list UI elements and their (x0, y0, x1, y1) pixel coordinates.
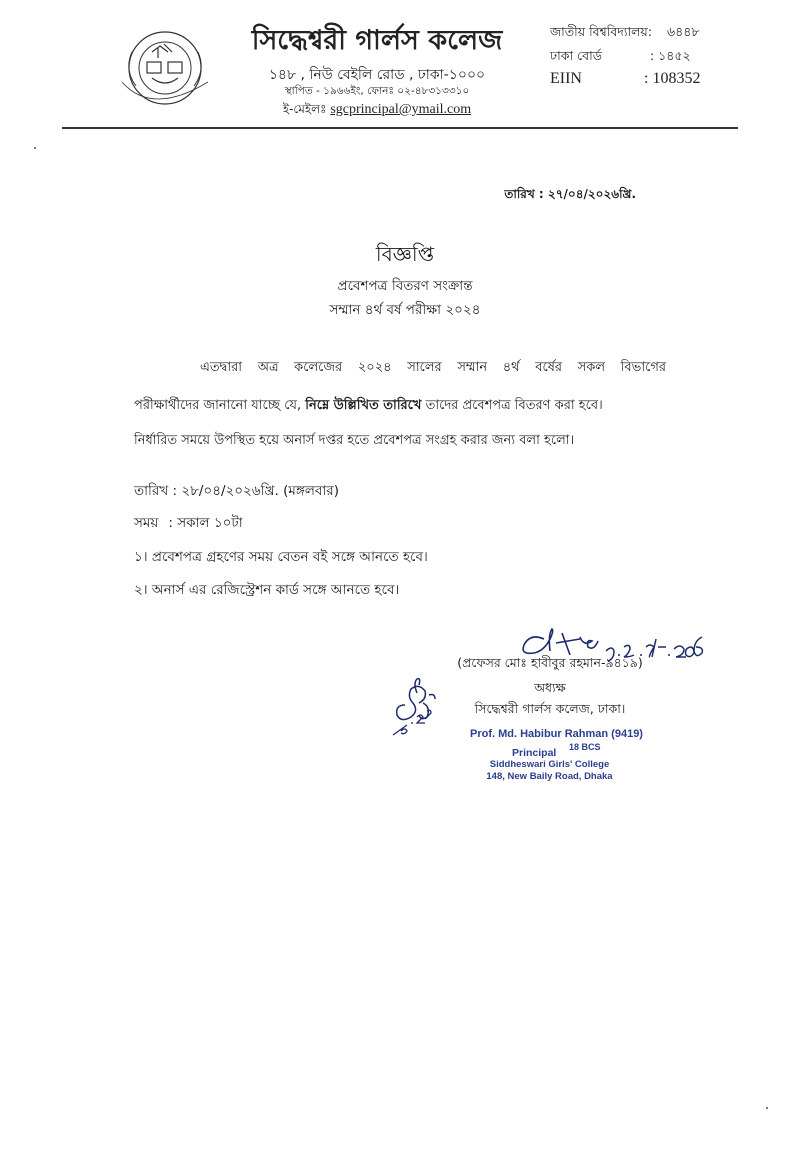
principal-designation: অধ্যক্ষ (534, 680, 566, 695)
principal-seal (462, 728, 642, 788)
code-value: ৬৪৪৮ (667, 24, 700, 39)
college-address: ১৪৮ , নিউ বেইলি রোড , ঢাকা-১০০০ (268, 67, 486, 83)
notice-title: বিজ্ঞপ্তি (375, 242, 435, 266)
code-row-university (550, 24, 700, 44)
code-label: জাতীয় বিশ্ববিদ্যালয়: (550, 24, 653, 39)
issue-date: তারিখ : ২৭/০৪/২০২৬খ্রি. (504, 187, 636, 201)
paper-speck (34, 147, 36, 149)
body-line: এতদ্বারা অত্র কলেজের ২০২৪ সালের সম্মান ৪র্থ বর্ষের সকল বিভাগের (200, 360, 666, 375)
code-label: ঢাকা বোর্ড (550, 48, 602, 63)
seal-college: Siddheswari Girls' College (489, 759, 610, 770)
code-row-board (550, 48, 691, 68)
instruction-item: ১। প্রবেশপত্র গ্রহণের সময় বেতন বই সঙ্গে আনতে হবে। (134, 549, 428, 565)
paper-speck (766, 1107, 768, 1109)
seal-bcs: 18 BCS (569, 742, 601, 752)
body-line (134, 396, 666, 417)
body-text: তাদের প্রবেশপত্র বিতরণ করা হবে। (421, 398, 603, 413)
time-label: সময় (134, 515, 159, 531)
body-text: পরীক্ষার্থীদের জানানো যাচ্ছে যে, (134, 398, 306, 413)
code-value: : ১৪৫২ (650, 48, 691, 63)
principal-college: সিদ্ধেশ্বরী গার্লস কলেজ, ঢাকা। (474, 701, 626, 716)
seal-address: 148, New Baily Road, Dhaka (486, 771, 613, 782)
email-address: sgcprincipal@ymail.com (330, 102, 472, 117)
seal-name: Prof. Md. Habibur Rahman (9419) (470, 728, 643, 740)
time-value: : সকাল ১০টা (168, 515, 243, 531)
code-value: : 108352 (644, 70, 701, 87)
body-emphasis: নিম্নে উল্লিখিত তারিখে (305, 398, 422, 413)
seal-designation: Principal (512, 747, 557, 759)
college-name: সিদ্ধেশ্বরী গার্লস কলেজ (251, 25, 503, 56)
exam-name: সম্মান ৪র্থ বর্ষ পরীক্ষা ২০২৪ (329, 302, 481, 318)
initial-signature (383, 675, 453, 740)
distribution-date: তারিখ : ২৮/০৪/২০২৬খ্রি. (মঙ্গলবার) (134, 483, 339, 499)
notice-subtitle: প্রবেশপত্র বিতরণ সংক্রান্ত (337, 278, 473, 294)
body-line: নির্ধারিত সময়ে উপস্থিত হয়ে অনার্স দপ্তর হতে প্রবেশপত্র সংগ্রহ করার জন্য বলা হলো। (134, 433, 575, 448)
email-label: ই-মেইলঃ (282, 102, 327, 116)
principal-name: (প্রফেসর মোঃ হাবীবুর রহমান-৯৪১৯) (457, 655, 643, 670)
college-logo-emblem (102, 22, 228, 118)
distribution-time (134, 512, 243, 535)
established-phone: স্থাপিত - ১৯৬৬ইং, ফোনঃ ০২-৪৮৩১৩৩১০ (284, 85, 470, 97)
header-divider (62, 127, 738, 129)
code-label: EIIN (550, 70, 582, 87)
email-line (244, 101, 510, 121)
instruction-item: ২। অনার্স এর রেজিস্ট্রেশন কার্ড সঙ্গে আনতে হবে। (134, 582, 400, 598)
code-row-eiin (550, 70, 701, 88)
